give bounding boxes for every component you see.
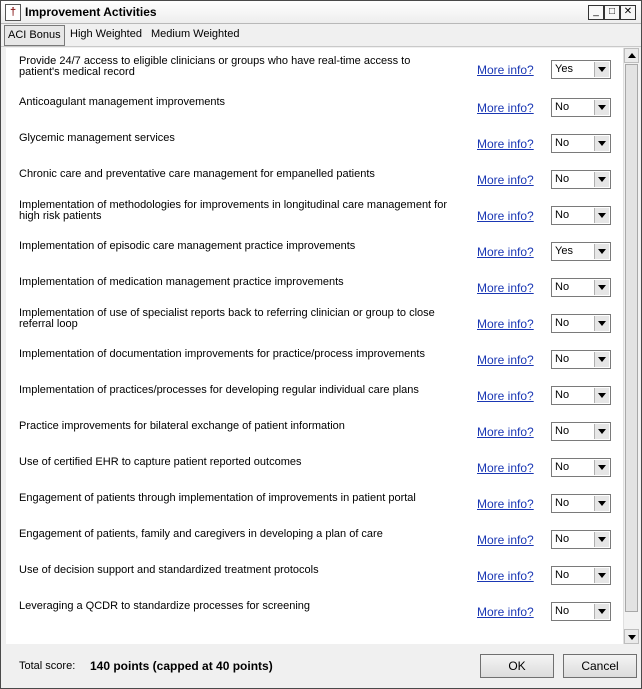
activity-description	[19, 349, 455, 360]
yes-no-dropdown[interactable]	[551, 386, 611, 405]
chevron-down-icon[interactable]	[594, 496, 609, 511]
activity-row	[6, 559, 623, 595]
total-score-label: Total score:	[19, 660, 76, 672]
activity-row	[6, 595, 623, 631]
dropdown-selected-value: No	[555, 137, 570, 149]
yes-no-dropdown[interactable]	[551, 494, 611, 513]
dropdown-selected-value: No	[555, 281, 570, 293]
more-info-link[interactable]: More info?	[477, 497, 534, 511]
activity-description-line: Engagement of patients, family and caregivers in developing a plan of care	[19, 528, 383, 540]
dropdown-selected-value: No	[555, 353, 570, 365]
activity-row	[6, 55, 623, 91]
ok-button[interactable]: OK	[480, 654, 554, 678]
chevron-down-icon[interactable]	[594, 460, 609, 475]
dialog-footer	[1, 645, 641, 688]
chevron-down-icon[interactable]	[594, 388, 609, 403]
yes-no-dropdown[interactable]	[551, 530, 611, 549]
tab-high-weighted[interactable]: High Weighted	[70, 28, 142, 40]
dropdown-selected-value: No	[555, 605, 570, 617]
activity-row	[6, 523, 623, 559]
activity-row	[6, 379, 623, 415]
close-button[interactable]: ✕	[620, 5, 636, 20]
activity-description	[19, 493, 455, 504]
activity-row	[6, 343, 623, 379]
dropdown-selected-value: No	[555, 425, 570, 437]
activity-description-line: Use of decision support and standardized treatment protocols	[19, 564, 319, 576]
chevron-down-icon[interactable]	[594, 172, 609, 187]
more-info-link[interactable]: More info?	[477, 101, 534, 115]
chevron-down-icon[interactable]	[594, 244, 609, 259]
dropdown-selected-value: Yes	[555, 63, 573, 75]
activity-row	[6, 307, 623, 343]
activity-description-line: Implementation of methodologies for improvements in longitudinal care management for	[19, 199, 448, 211]
activity-row	[6, 235, 623, 271]
chevron-down-icon[interactable]	[594, 100, 609, 115]
activity-list	[6, 48, 623, 644]
activity-description	[19, 169, 455, 180]
yes-no-dropdown[interactable]	[551, 422, 611, 441]
activity-description-line: Practice improvements for bilateral exchange of patient information	[19, 420, 345, 432]
dropdown-selected-value: Yes	[555, 245, 573, 257]
activity-description	[19, 565, 455, 576]
activity-row	[6, 199, 623, 235]
yes-no-dropdown[interactable]	[551, 98, 611, 117]
yes-no-dropdown[interactable]	[551, 566, 611, 585]
dropdown-selected-value: No	[555, 461, 570, 473]
activity-description	[19, 308, 455, 330]
activity-description-line: Use of certified EHR to capture patient reported outcomes	[19, 456, 302, 468]
more-info-link[interactable]: More info?	[477, 533, 534, 547]
activity-description-line: Implementation of use of specialist reports back to referring clinician or group to close	[19, 307, 435, 319]
yes-no-dropdown[interactable]	[551, 134, 611, 153]
activity-description-line: Chronic care and preventative care management for empanelled patients	[19, 168, 375, 180]
more-info-link[interactable]: More info?	[477, 245, 534, 259]
activity-row	[6, 127, 623, 163]
dropdown-selected-value: No	[555, 317, 570, 329]
activity-description-line: Implementation of episodic care management practice improvements	[19, 240, 356, 252]
activity-description-line: referral loop	[19, 318, 78, 330]
more-info-link[interactable]: More info?	[477, 137, 534, 151]
activity-description	[19, 277, 455, 288]
more-info-link[interactable]: More info?	[477, 569, 534, 583]
dropdown-selected-value: No	[555, 497, 570, 509]
scroll-down-arrow-icon[interactable]	[624, 629, 639, 644]
app-icon: †	[5, 4, 21, 21]
more-info-link[interactable]: More info?	[477, 605, 534, 619]
chevron-down-icon[interactable]	[594, 532, 609, 547]
tab-medium-weighted[interactable]: Medium Weighted	[151, 28, 240, 40]
yes-no-dropdown[interactable]	[551, 206, 611, 225]
chevron-down-icon[interactable]	[594, 568, 609, 583]
scrollbar-thumb[interactable]	[625, 64, 638, 612]
more-info-link[interactable]: More info?	[477, 281, 534, 295]
dropdown-selected-value: No	[555, 569, 570, 581]
activity-description	[19, 421, 455, 432]
yes-no-dropdown[interactable]	[551, 458, 611, 477]
activity-description-line: Implementation of practices/processes for developing regular individual care plans	[19, 384, 419, 396]
more-info-link[interactable]: More info?	[477, 317, 534, 331]
chevron-down-icon[interactable]	[594, 352, 609, 367]
activity-row	[6, 271, 623, 307]
more-info-link[interactable]: More info?	[477, 209, 534, 223]
more-info-link[interactable]: More info?	[477, 389, 534, 403]
chevron-down-icon[interactable]	[594, 316, 609, 331]
yes-no-dropdown[interactable]	[551, 350, 611, 369]
chevron-down-icon[interactable]	[594, 208, 609, 223]
yes-no-dropdown[interactable]	[551, 170, 611, 189]
title-bar	[1, 1, 641, 24]
activity-description	[19, 97, 455, 108]
maximize-button[interactable]: □	[604, 5, 620, 20]
activity-description-line: patient's medical record	[19, 66, 135, 78]
more-info-link[interactable]: More info?	[477, 425, 534, 439]
activity-description	[19, 56, 455, 78]
more-info-link[interactable]: More info?	[477, 461, 534, 475]
more-info-link[interactable]: More info?	[477, 63, 534, 77]
tab-aci-bonus[interactable]: ACI Bonus	[4, 25, 65, 46]
yes-no-dropdown[interactable]	[551, 60, 611, 79]
chevron-down-icon[interactable]	[594, 280, 609, 295]
yes-no-dropdown[interactable]	[551, 602, 611, 621]
activity-description	[19, 385, 455, 396]
more-info-link[interactable]: More info?	[477, 353, 534, 367]
activity-row	[6, 415, 623, 451]
window-title: Improvement Activities	[25, 5, 157, 19]
dropdown-selected-value: No	[555, 209, 570, 221]
dropdown-selected-value: No	[555, 101, 570, 113]
dropdown-selected-value: No	[555, 173, 570, 185]
activity-description-line: Implementation of medication management practice improvements	[19, 276, 344, 288]
activity-description	[19, 200, 455, 222]
activity-description	[19, 241, 455, 252]
vertical-scrollbar[interactable]	[623, 48, 640, 644]
activity-description	[19, 133, 455, 144]
activity-row	[6, 487, 623, 523]
activity-description-line: Glycemic management services	[19, 132, 175, 144]
dropdown-selected-value: No	[555, 389, 570, 401]
yes-no-dropdown[interactable]	[551, 278, 611, 297]
total-score-value: 140 points (capped at 40 points)	[90, 659, 273, 673]
yes-no-dropdown[interactable]	[551, 242, 611, 261]
tab-bar	[1, 24, 641, 47]
activity-description-line: Engagement of patients through implementation of improvements in patient portal	[19, 492, 416, 504]
chevron-down-icon[interactable]	[594, 136, 609, 151]
activity-description-line: Implementation of documentation improvements for practice/process improvements	[19, 348, 425, 360]
scroll-up-arrow-icon[interactable]	[624, 48, 639, 63]
cancel-button[interactable]: Cancel	[563, 654, 637, 678]
activity-description	[19, 529, 455, 540]
activity-description-line: Provide 24/7 access to eligible clinicians or groups who have real-time access to	[19, 55, 411, 67]
activity-row	[6, 91, 623, 127]
more-info-link[interactable]: More info?	[477, 173, 534, 187]
yes-no-dropdown[interactable]	[551, 314, 611, 333]
chevron-down-icon[interactable]	[594, 604, 609, 619]
activity-description	[19, 601, 455, 612]
activity-description	[19, 457, 455, 468]
activity-row	[6, 163, 623, 199]
activity-description-line: high risk patients	[19, 210, 102, 222]
minimize-button[interactable]: _	[588, 5, 604, 20]
activity-description-line: Anticoagulant management improvements	[19, 96, 226, 108]
activity-row	[6, 451, 623, 487]
chevron-down-icon[interactable]	[594, 62, 609, 77]
chevron-down-icon[interactable]	[594, 424, 609, 439]
dropdown-selected-value: No	[555, 533, 570, 545]
activity-description-line: Leveraging a QCDR to standardize processes for screening	[19, 600, 311, 612]
